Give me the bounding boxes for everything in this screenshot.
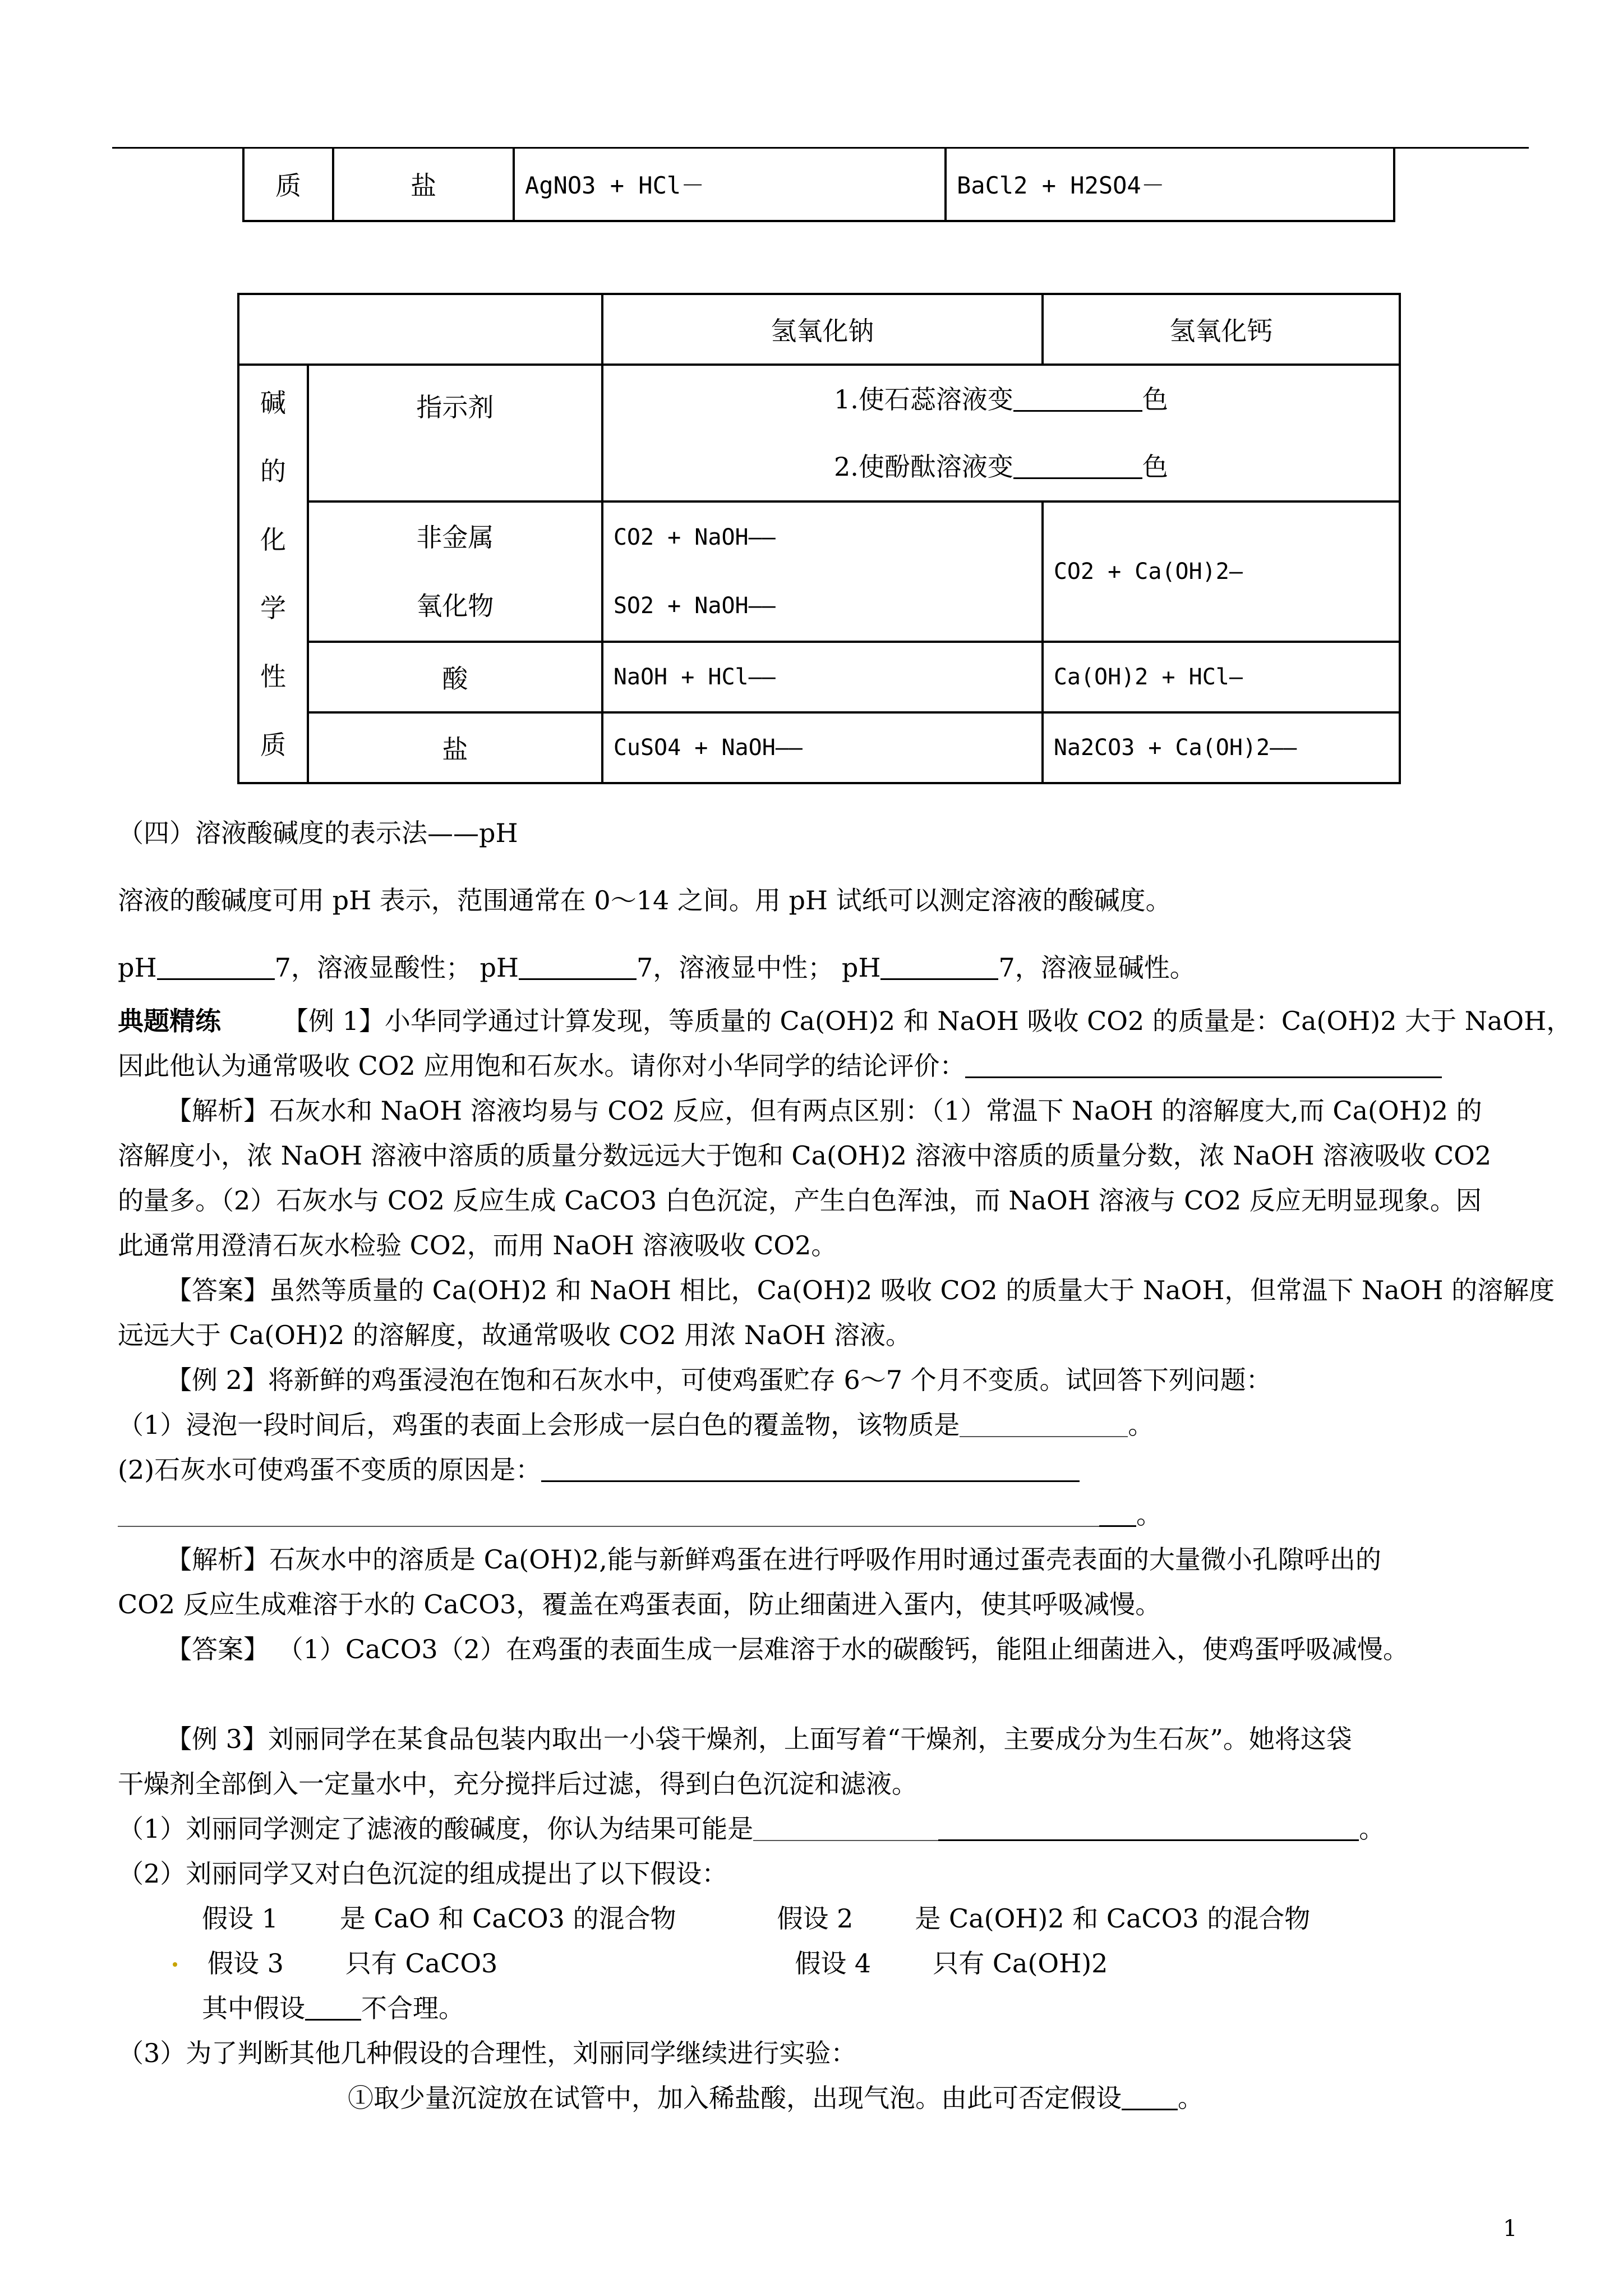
example1-answer-blank[interactable]	[965, 1054, 1442, 1078]
ph-blank-neutral[interactable]	[519, 956, 637, 980]
table2-side-label: 碱 的 化 学 性 质	[238, 365, 308, 783]
section4-title: （四）溶液酸碱度的表示法——pH	[118, 818, 518, 848]
example3-question-2: 干燥剂全部倒入一定量水中，充分搅拌后过滤，得到白色沉淀和滤液。	[118, 1769, 917, 1799]
example2-answer: 【答案】 （1）CaCO3（2）在鸡蛋的表面生成一层难溶于水的碳酸钙，能阻止细菌进入，使鸡蛋呼吸减慢。	[166, 1634, 1409, 1664]
table1-row-label: 盐	[333, 148, 514, 221]
hypothesis-row-1: 假设 1 是 CaO 和 CaCO3 的混合物 假设 2 是 Ca(OH)2 和 CaCO3 的混合物	[202, 1903, 1311, 1934]
example1-answer-1: 【答案】虽然等质量的 Ca(OH)2 和 NaOH 相比，Ca(OH)2 吸收 CO2 的质量大于 NaOH，但常温下 NaOH 的溶解度	[166, 1275, 1555, 1305]
table2-acid-label: 酸	[308, 642, 602, 712]
acid-properties-table-fragment	[242, 148, 1395, 222]
ph-blank-base[interactable]	[880, 956, 998, 980]
example2-part2: (2)石灰水可使鸡蛋不变质的原因是：	[118, 1453, 1080, 1487]
hypothesis-blank[interactable]	[305, 1996, 361, 2021]
example3-part1: （1）刘丽同学测定了滤液的酸碱度，你认为结果可能是 。	[118, 1814, 1385, 1844]
hypothesis-question: 其中假设 不合理。	[202, 1993, 464, 2023]
example1-analysis-2: 溶解度小，浓 NaOH 溶液中溶质的质量分数远远大于饱和 Ca(OH)2 溶液中溶质的质量分数，浓 NaOH 溶液吸收 CO2	[118, 1140, 1492, 1171]
table2-salt-label: 盐	[308, 712, 602, 783]
table2-salt-naoh: CuSO4 + NaOH——	[602, 712, 1043, 783]
stray-mark	[173, 1962, 177, 1967]
example3-blank1b[interactable]	[938, 1817, 1359, 1841]
example3-part3-step1: ①取少量沉淀放在试管中，加入稀盐酸，出现气泡。由此可否定假设 。	[348, 2083, 1204, 2113]
table2-corner	[238, 294, 602, 365]
example1-question-line2: 因此他认为通常吸收 CO2 应用饱和石灰水。请你对小华同学的结论评价：	[118, 1049, 1442, 1083]
ph-fill-line: pH 7，溶液显酸性； pH 7，溶液显中性； pH 7，溶液显碱性。	[118, 953, 1196, 983]
example1-analysis-3: 的量多。（2）石灰水与 CO2 反应生成 CaCO3 白色沉淀，产生白色浑浊，而 NaOH 溶液与 CO2 反应无明显现象。因	[118, 1185, 1482, 1216]
table2-nonmetal-label: 非金属 氧化物	[308, 501, 602, 642]
ph-blank-acid[interactable]	[157, 956, 275, 980]
table2-salt-caoh: Na2CO3 + Ca(OH)2——	[1043, 712, 1400, 783]
table2-head-caoh: 氢氧化钙	[1043, 294, 1400, 365]
page-number: 1	[1503, 2216, 1518, 2242]
example1-analysis-1: 【解析】石灰水和 NaOH 溶液均易与 CO2 反应，但有两点区别：（1）常温下 NaOH 的溶解度大,而 Ca(OH)2 的	[166, 1096, 1482, 1126]
table1-agno3-cell: AgNO3 + HCl－	[514, 148, 946, 221]
table2-acid-caoh: Ca(OH)2 + HCl—	[1043, 642, 1400, 712]
table2-nonmetal-naoh: CO2 + NaOH—— SO2 + NaOH——	[602, 501, 1043, 642]
example3-part2: （2）刘丽同学又对白色沉淀的组成提出了以下假设：	[118, 1858, 728, 1889]
example1-analysis-4: 此通常用澄清石灰水检验 CO2，而用 NaOH 溶液吸收 CO2。	[118, 1230, 837, 1260]
example2-analysis-1: 【解析】石灰水中的溶质是 Ca(OH)2,能与新鲜鸡蛋在进行呼吸作用时通过蛋壳表面的大量微小孔隙呼出的	[166, 1544, 1381, 1575]
example3-question-1: 【例 3】刘丽同学在某食品包装内取出一小袋干燥剂，上面写着“干燥剂，主要成分为生石灰”。她将这袋	[166, 1724, 1352, 1754]
table2-indicator-cell: 1.使石蕊溶液变 色 2.使酚酞溶液变 色	[602, 365, 1400, 501]
table2-nonmetal-caoh: CO2 + Ca(OH)2—	[1043, 501, 1400, 642]
base-properties-table	[237, 293, 1401, 784]
table1-side-char: 质	[243, 148, 333, 221]
example1-question-line1: 典题精练 【例 1】小华同学通过计算发现，等质量的 Ca(OH)2 和 NaOH 吸收 CO2 的质量是：Ca(OH)2 大于 NaOH，	[118, 1006, 1573, 1036]
example2-blank3[interactable]	[118, 1503, 1099, 1527]
example2-blank1[interactable]	[960, 1414, 1128, 1437]
example2-blank2[interactable]	[541, 1458, 1080, 1482]
example3-step1-blank[interactable]	[1122, 2086, 1178, 2110]
table2-acid-naoh: NaOH + HCl——	[602, 642, 1043, 712]
example1-answer-2: 远远大于 Ca(OH)2 的溶解度，故通常吸收 CO2 用浓 NaOH 溶液。	[118, 1320, 912, 1350]
hypothesis-row-2: 假设 3 只有 CaCO3 假设 4 只有 Ca(OH)2	[208, 1948, 1108, 1978]
example3-blank1a[interactable]	[753, 1818, 938, 1841]
example2-part2-cont: 。	[118, 1498, 1162, 1531]
example2-part1: （1）浸泡一段时间后，鸡蛋的表面上会形成一层白色的覆盖物，该物质是 。	[118, 1410, 1154, 1440]
table2-head-naoh: 氢氧化钠	[602, 294, 1043, 365]
example3-part3: （3）为了判断其他几种假设的合理性，刘丽同学继续进行实验：	[118, 2038, 857, 2068]
section4-intro: 溶液的酸碱度可用 pH 表示，范围通常在 0～14 之间。用 pH 试纸可以测定溶液的酸碱度。	[118, 885, 1172, 915]
table2-indicator-label: 指示剂	[308, 365, 602, 501]
example2-question: 【例 2】将新鲜的鸡蛋浸泡在饱和石灰水中，可使鸡蛋贮存 6～7 个月不变质。试回答下列问题：	[166, 1365, 1272, 1395]
table1-bacl2-cell: BaCl2 + H2SO4－	[946, 148, 1394, 221]
example2-analysis-2: CO2 反应生成难溶于水的 CaCO3，覆盖在鸡蛋表面，防止细菌进入蛋内，使其呼吸减慢。	[118, 1589, 1161, 1619]
